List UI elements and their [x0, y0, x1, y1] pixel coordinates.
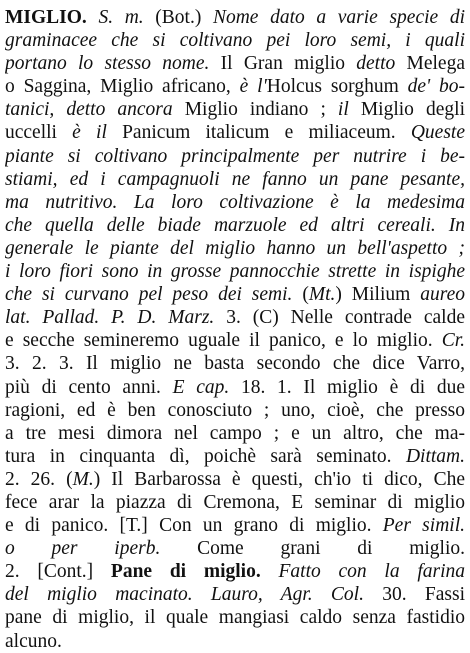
text-segment: Come grani di miglio.: [160, 538, 465, 560]
text-line: [5, 306, 465, 329]
text-line: [5, 168, 465, 191]
italic-text: lat. Pallad. P. D. Marz.: [5, 307, 215, 329]
text-line: [5, 583, 465, 606]
text-segment: 18. 1. Il miglio è di due: [229, 376, 465, 398]
text-line: [5, 145, 465, 168]
italic-text: S. m.: [86, 7, 156, 28]
text-segment: ) Il Barbarossa è questi, ch'io ti dico, Che: [93, 468, 465, 490]
text-line: [5, 606, 465, 629]
dictionary-entry-miglio: [5, 6, 465, 653]
text-segment: 30. Fassi: [363, 584, 465, 606]
text-line: [5, 29, 465, 52]
italic-text: o per iperb.: [5, 538, 161, 560]
text-segment: Miglio degli: [348, 99, 465, 121]
text-line: [5, 214, 465, 237]
italic-text: Per simil.: [382, 515, 465, 537]
text-line: [5, 422, 465, 445]
text-segment: Il Gran miglio: [209, 53, 357, 75]
text-line: [5, 491, 465, 514]
italic-text: che si curvano pel peso dei semi.: [5, 284, 293, 306]
text-segment: (Bot.): [155, 7, 213, 28]
text-line: [5, 237, 465, 260]
text-segment: più di cento anni.: [5, 376, 173, 398]
text-line: [5, 445, 465, 468]
italic-text: ma nutritivo. La loro coltivazione è la medesima: [5, 191, 465, 213]
italic-text: il: [337, 99, 349, 121]
text-segment: Panicum italicum e miliaceum.: [106, 122, 411, 144]
text-segment: Holcus sorghum: [266, 76, 408, 98]
italic-text: Queste: [410, 122, 465, 144]
text-line: [5, 75, 465, 98]
text-line: [5, 98, 465, 121]
text-segment: a tre mesi dimora nel campo ; e un altro, che ma-: [5, 422, 465, 444]
italic-text: de' bo-: [407, 76, 465, 98]
italic-text: generale le piante del miglio hanno un bell'aspetto ;: [5, 237, 465, 259]
text-line: [5, 376, 465, 399]
italic-text: detto: [356, 53, 396, 75]
text-line: [5, 630, 465, 653]
italic-text: è il: [72, 122, 107, 144]
text-segment: ) Milium: [335, 284, 421, 306]
text-segment: Melega: [395, 53, 465, 75]
italic-text: piante si coltivano principalmente per nutrire i be-: [5, 145, 465, 167]
text-segment: Miglio indiano ;: [172, 99, 338, 121]
text-segment: 2. 26. (: [5, 468, 73, 490]
text-segment: e secche semineremo uguale il panico, e lo miglio.: [5, 330, 442, 352]
text-segment: uccelli: [5, 122, 73, 144]
text-segment: alcuno.: [5, 630, 62, 652]
italic-text: i loro fiori sono in grosse pannocchie strette in ispighe: [5, 261, 465, 283]
italic-text: tanici, detto ancora: [5, 99, 173, 121]
italic-text: Dittam.: [405, 445, 465, 467]
text-line: [5, 191, 465, 214]
text-segment: (: [292, 284, 309, 306]
text-line: [5, 329, 465, 352]
text-line: [5, 468, 465, 491]
text-line: [5, 514, 465, 537]
italic-text: M.: [72, 468, 94, 490]
italic-text: portano lo stesso nome.: [5, 53, 210, 75]
italic-text: Nome dato a varie specie di: [212, 7, 465, 28]
text-segment: o Saggina, Miglio africano,: [5, 76, 240, 98]
italic-text: Cr.: [441, 330, 465, 352]
text-segment: ragioni, ed è ben conosciuto ; uno, cioè, che presso: [5, 399, 465, 421]
text-line: [5, 52, 465, 75]
text-segment: e di panico. [T.] Con un grano di miglio.: [5, 515, 383, 537]
text-line: [5, 283, 465, 306]
italic-text: del miglio macinato. Lauro, Agr. Col.: [5, 584, 364, 606]
text-segment: 2. [Cont.]: [5, 561, 111, 583]
italic-text: aureo: [420, 284, 465, 306]
italic-text: E cap.: [172, 376, 230, 398]
text-segment: tura in cinquanta dì, poichè sarà seminato.: [5, 445, 406, 467]
text-line: [5, 121, 465, 144]
text-line: [5, 6, 465, 29]
headword: MIGLIO.: [5, 7, 87, 28]
headword: Pane di miglio.: [110, 561, 261, 583]
italic-text: è l': [239, 76, 267, 98]
text-line: [5, 352, 465, 375]
text-segment: pane di miglio, il quale mangiasi caldo senza fastidio: [5, 607, 465, 629]
text-line: [5, 399, 465, 422]
text-line: [5, 260, 465, 283]
italic-text: che quella delle biade marzuole ed altri cereali. In: [5, 214, 465, 236]
italic-text: Mt.: [308, 284, 336, 306]
italic-text: Fatto con la farina: [260, 561, 465, 583]
text-segment: fece arar la piazza di Cremona, E seminar di miglio: [5, 491, 465, 513]
italic-text: graminacee che si coltivano pei loro semi, i quali: [5, 30, 465, 52]
text-line: [5, 537, 465, 560]
text-line: [5, 560, 465, 583]
text-segment: 3. (C) Nelle contrade calde: [214, 307, 465, 329]
italic-text: stiami, ed i campagnuoli ne fanno un pane pesante,: [5, 168, 465, 190]
text-segment: 3. 2. 3. Il miglio ne basta secondo che dice Varro,: [5, 353, 465, 375]
